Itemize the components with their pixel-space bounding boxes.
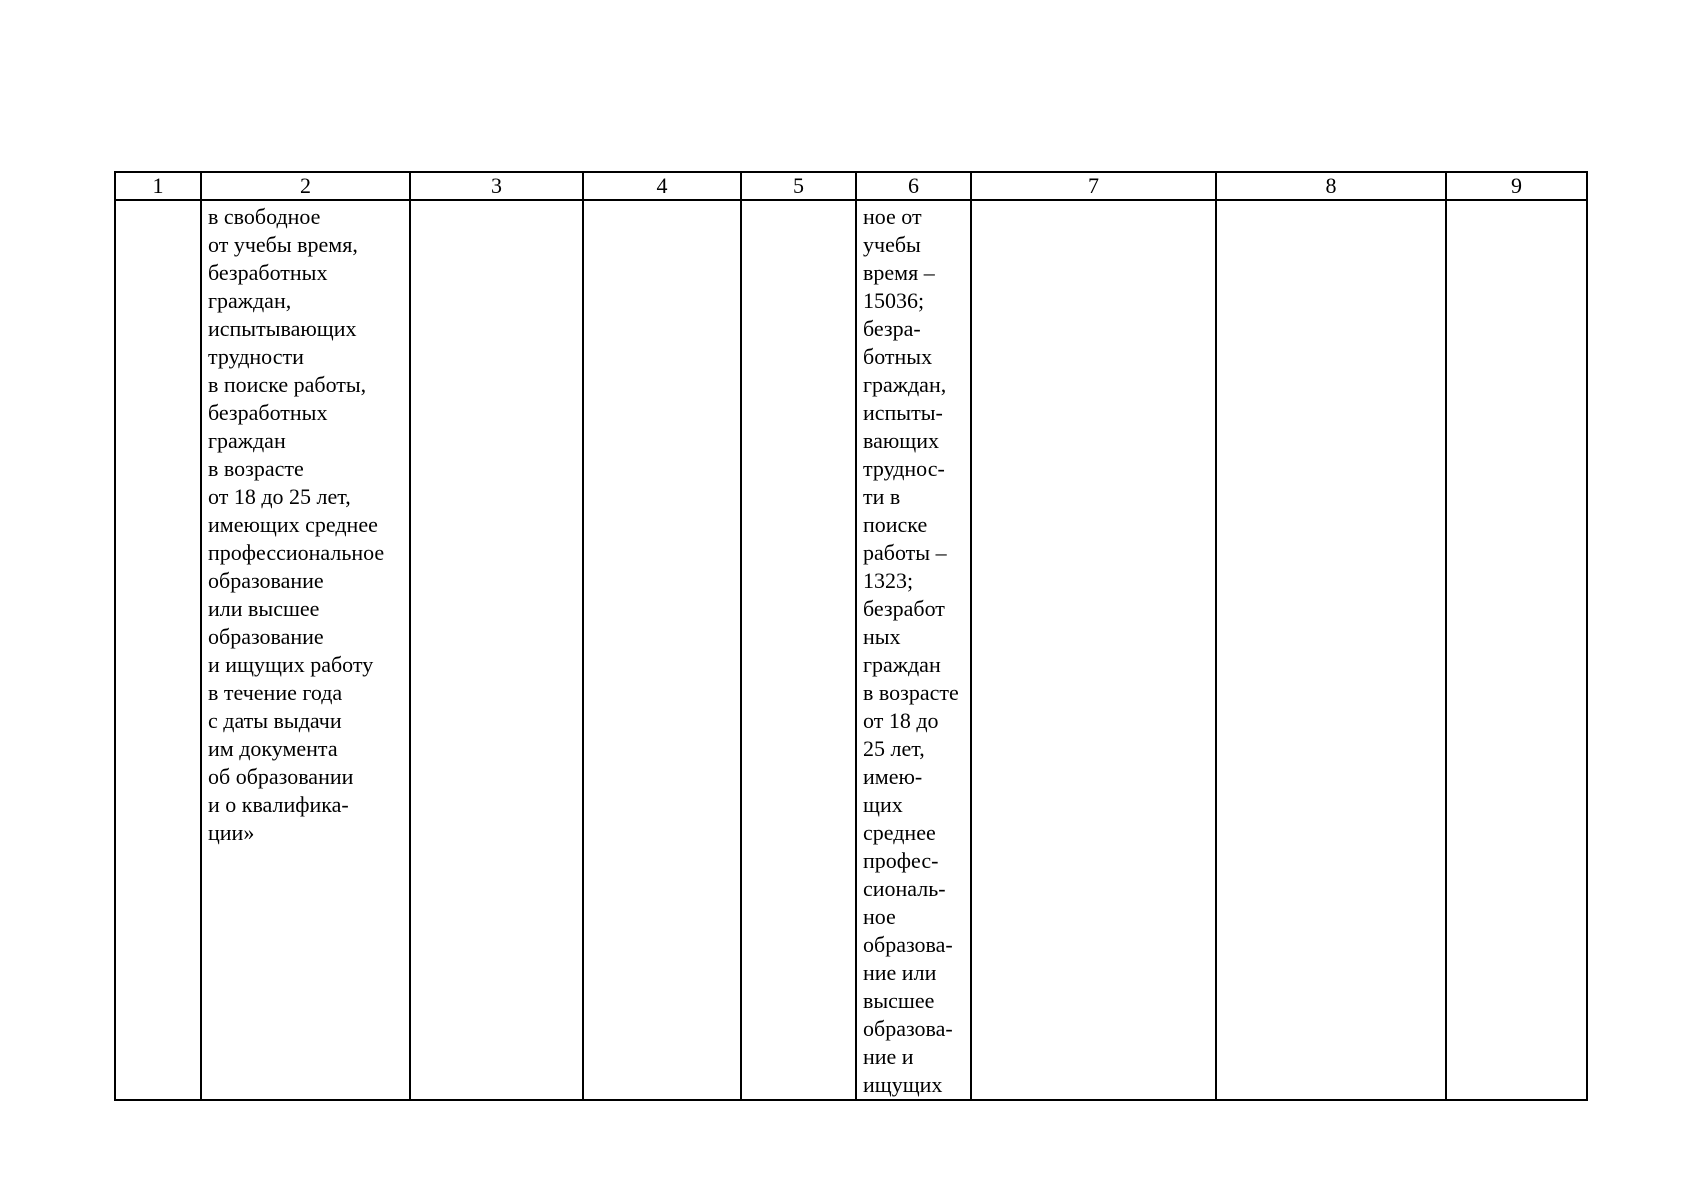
text-line: трудности xyxy=(208,344,304,369)
text-line: граждан, xyxy=(208,288,292,313)
text-line: работы – xyxy=(863,540,947,565)
header-col-4: 4 xyxy=(583,172,741,200)
header-col-6: 6 xyxy=(856,172,971,200)
cell-col-5 xyxy=(741,200,856,1100)
header-col-8: 8 xyxy=(1216,172,1446,200)
text-line: или высшее xyxy=(208,596,320,621)
text-line: ние или xyxy=(863,960,937,985)
text-line: образова- xyxy=(863,1016,953,1041)
text-line: среднее xyxy=(863,820,936,845)
text-line: 1323; xyxy=(863,568,914,593)
text-line: время – xyxy=(863,260,935,285)
col-2-text xyxy=(202,201,409,847)
header-col-5: 5 xyxy=(741,172,856,200)
text-line: от 18 до xyxy=(863,708,939,733)
text-line: ботных xyxy=(863,344,933,369)
text-line: образование xyxy=(208,568,324,593)
text-line: ное от xyxy=(863,204,922,229)
text-line: образова- xyxy=(863,932,953,957)
text-line: учебы xyxy=(863,232,921,257)
text-line: ции» xyxy=(208,820,255,845)
text-line: имею- xyxy=(863,764,923,789)
header-col-2: 2 xyxy=(201,172,410,200)
text-line: в течение года xyxy=(208,680,343,705)
header-col-1: 1 xyxy=(115,172,201,200)
text-line: граждан, xyxy=(863,372,947,397)
cell-col-1 xyxy=(115,200,201,1100)
text-line: об образовании xyxy=(208,764,354,789)
cell-col-3 xyxy=(410,200,583,1100)
text-line: профес- xyxy=(863,848,939,873)
cell-col-7 xyxy=(971,200,1216,1100)
text-line: в поиске работы, xyxy=(208,372,367,397)
text-line: в свободное xyxy=(208,204,321,229)
data-table xyxy=(114,171,1588,1101)
header-col-3: 3 xyxy=(410,172,583,200)
text-line: и о квалифика- xyxy=(208,792,349,817)
text-line: ние и xyxy=(863,1044,914,1069)
text-line: от учебы время, xyxy=(208,232,358,257)
col-6-text xyxy=(857,201,970,1099)
table-row xyxy=(115,200,1587,1100)
text-line: имеющих среднее xyxy=(208,512,378,537)
text-line: безработных xyxy=(208,400,328,425)
text-line: ное xyxy=(863,904,896,929)
text-line: испыты- xyxy=(863,400,943,425)
text-line: испытывающих xyxy=(208,316,357,341)
text-line: вающих xyxy=(863,428,940,453)
text-line: и ищущих работу xyxy=(208,652,374,677)
text-line: труднос- xyxy=(863,456,945,481)
text-line: с даты выдачи xyxy=(208,708,342,733)
text-line: безра- xyxy=(863,316,921,341)
text-line: высшее xyxy=(863,988,935,1013)
text-line: поиске xyxy=(863,512,928,537)
text-line: граждан xyxy=(863,652,941,677)
text-line: профессиональное xyxy=(208,540,385,565)
header-row xyxy=(115,172,1587,200)
text-line: ти в xyxy=(863,484,901,509)
text-line: безработных xyxy=(208,260,328,285)
text-line: в возрасте xyxy=(863,680,959,705)
text-line: 25 лет, xyxy=(863,736,925,761)
cell-col-8 xyxy=(1216,200,1446,1100)
text-line: образование xyxy=(208,624,324,649)
text-line: от 18 до 25 лет, xyxy=(208,484,351,509)
header-col-7: 7 xyxy=(971,172,1216,200)
text-line: 15036; xyxy=(863,288,925,313)
header-col-9: 9 xyxy=(1446,172,1587,200)
cell-col-2 xyxy=(201,200,410,1100)
text-line: сиональ- xyxy=(863,876,946,901)
cell-col-6 xyxy=(856,200,971,1100)
text-line: безработ xyxy=(863,596,945,621)
cell-col-4 xyxy=(583,200,741,1100)
text-line: щих xyxy=(863,792,903,817)
cell-col-9 xyxy=(1446,200,1587,1100)
text-line: в возрасте xyxy=(208,456,304,481)
text-line: ных xyxy=(863,624,901,649)
text-line: граждан xyxy=(208,428,286,453)
text-line: ищущих xyxy=(863,1072,943,1097)
text-line: им документа xyxy=(208,736,338,761)
